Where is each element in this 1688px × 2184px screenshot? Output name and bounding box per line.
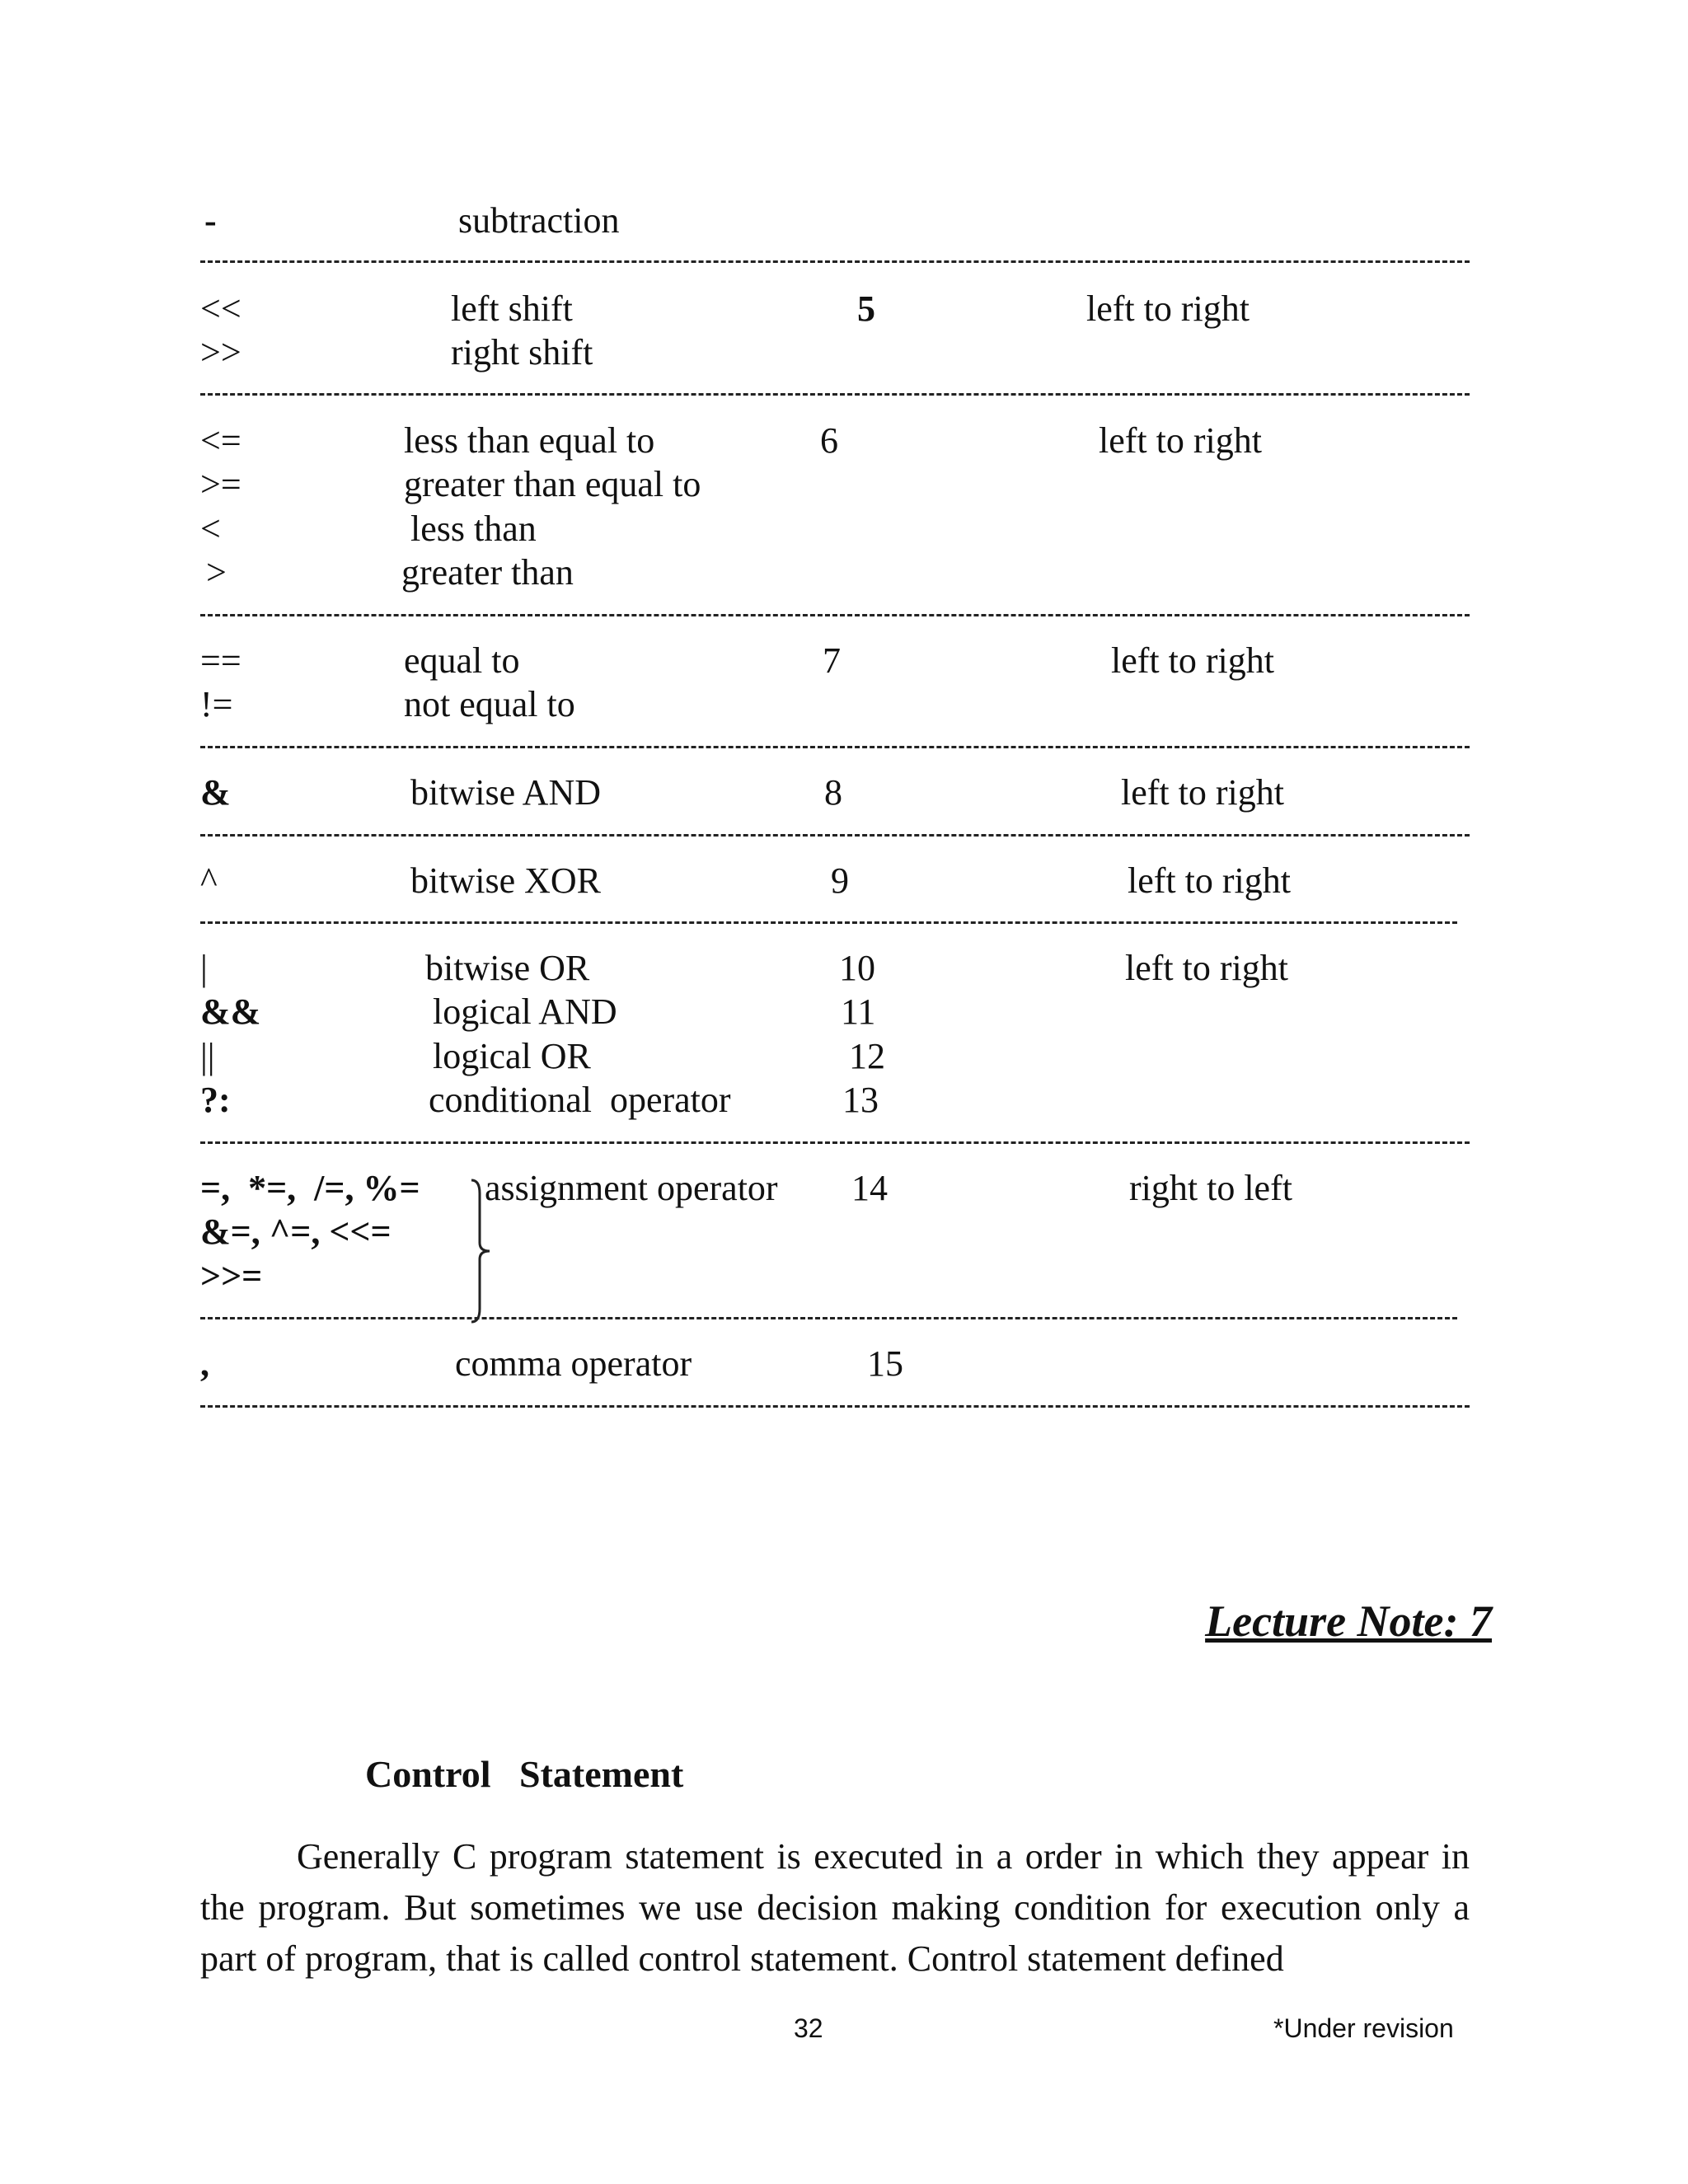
precedence-conditional: 13 (842, 1080, 879, 1120)
precedence-comma: 15 (867, 1343, 903, 1384)
precedence-logical-or: 12 (849, 1036, 885, 1076)
operator-assign-line-3: >>= (200, 1256, 263, 1296)
desc-bitwise-xor: bitwise XOR (410, 860, 601, 901)
desc-gt: greater than (401, 552, 574, 593)
operator-gt: > (206, 552, 227, 593)
desc-ne: not equal to (404, 684, 575, 724)
operator-le: <= (200, 420, 241, 461)
operator-assign-line-1: =, *=, /=, %= (200, 1168, 420, 1208)
operator-ge: >= (200, 464, 241, 504)
divider (200, 1405, 1470, 1408)
operator-lt: < (200, 509, 221, 549)
divider (200, 746, 1470, 748)
operator-right-shift: >> (200, 332, 241, 373)
assoc-eq: left to right (1111, 640, 1274, 681)
assoc-rel: left to right (1099, 420, 1262, 461)
desc-lt: less than (410, 509, 537, 549)
operator-conditional: ?: (200, 1080, 231, 1120)
assoc-shift: left to right (1086, 288, 1250, 329)
assoc-bitwise-xor: left to right (1128, 860, 1291, 901)
operator-assign-line-2: &=, ^=, <<= (200, 1212, 392, 1252)
divider (200, 614, 1470, 616)
operator-comma: , (200, 1343, 209, 1384)
desc-ge: greater than equal to (404, 464, 701, 504)
assoc-bitwise-or: left to right (1125, 948, 1288, 988)
operator-subtraction: - (204, 200, 217, 241)
assoc-assignment: right to left (1129, 1168, 1292, 1208)
precedence-assignment: 14 (851, 1168, 888, 1208)
assoc-bitwise-and: left to right (1121, 772, 1284, 813)
precedence-bitwise-xor: 9 (831, 860, 849, 901)
divider (200, 1141, 1470, 1144)
desc-logical-and: logical AND (433, 991, 617, 1032)
divider (200, 1317, 1457, 1319)
precedence-shift: 5 (857, 288, 875, 329)
divider (200, 921, 1457, 924)
operator-ne: != (200, 684, 233, 724)
body-paragraph: Generally C program statement is executed in a order in which they appear in the program. But sometimes we use decision making condition for execution only a part of program, that is called control statement. Control statement defined (200, 1836, 1470, 1979)
precedence-eq: 7 (823, 640, 841, 681)
section-title: Control Statement (365, 1753, 684, 1795)
precedence-bitwise-and: 8 (824, 772, 842, 813)
page-number: 32 (794, 2013, 823, 2043)
desc-le: less than equal to (404, 420, 655, 461)
desc-bitwise-and: bitwise AND (410, 772, 601, 813)
precedence-logical-and: 11 (841, 991, 876, 1032)
desc-logical-or: logical OR (433, 1036, 591, 1076)
desc-eq: equal to (404, 640, 520, 681)
desc-subtraction: subtraction (458, 200, 620, 241)
operator-bitwise-and: & (200, 772, 231, 813)
lecture-note-header: Lecture Note: 7 (1205, 1596, 1492, 1646)
desc-conditional: conditional operator (429, 1080, 731, 1120)
desc-bitwise-or: bitwise OR (425, 948, 590, 988)
operator-logical-and: && (200, 991, 261, 1032)
operator-eq: == (200, 640, 241, 681)
divider (200, 260, 1470, 263)
desc-comma: comma operator (455, 1343, 692, 1384)
desc-right-shift: right shift (451, 332, 593, 373)
operator-bitwise-xor: ^ (200, 860, 218, 901)
revision-note: *Under revision (1273, 2013, 1454, 2043)
divider (200, 393, 1470, 396)
desc-assignment: assignment operator (485, 1168, 778, 1208)
precedence-rel: 6 (820, 420, 838, 461)
precedence-bitwise-or: 10 (839, 948, 875, 988)
operator-logical-or: || (200, 1036, 215, 1076)
divider (200, 834, 1470, 837)
operator-bitwise-or: | (200, 948, 208, 988)
desc-left-shift: left shift (451, 288, 573, 329)
operator-left-shift: << (200, 288, 241, 329)
